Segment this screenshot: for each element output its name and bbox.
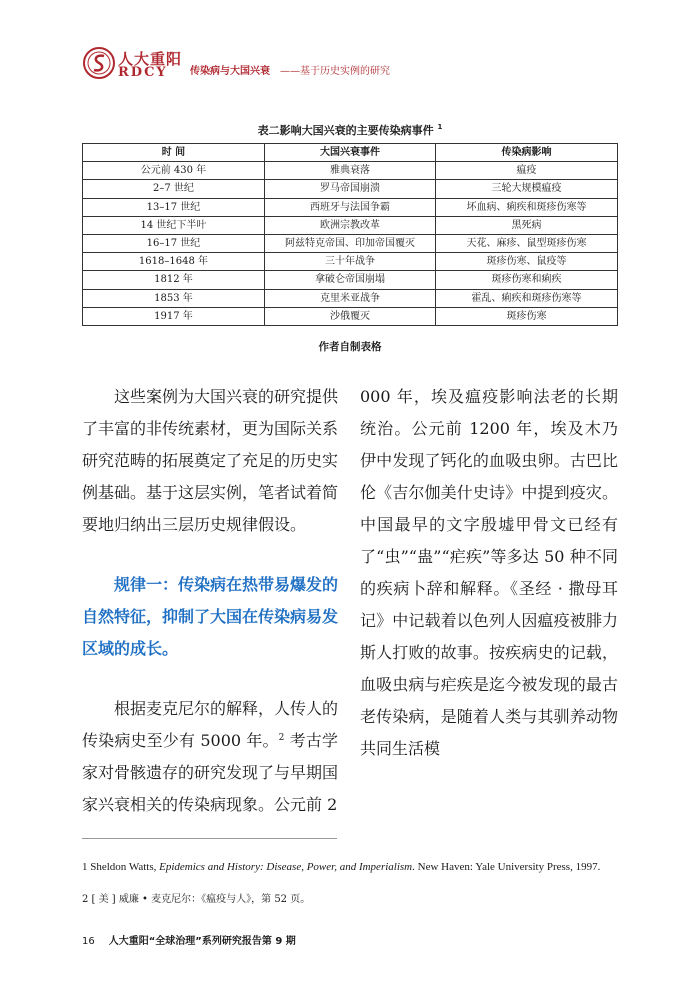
right-column bbox=[360, 381, 618, 765]
cell-time: 16–17 世纪 bbox=[83, 234, 265, 252]
cell-impact: 斑疹伤寒 bbox=[436, 307, 618, 325]
paragraph-text-continued: 考古学家对骨骸遗存的研究发现了与早期国家兴衰相关的传染病现象。公元前 2 bbox=[82, 731, 339, 814]
epidemic-events-table bbox=[82, 143, 618, 326]
rule-one-heading: 规律一：传染病在热带易爆发的自然特征，抑制了大国在传染病易发区域的成长。 bbox=[82, 575, 339, 658]
page-header bbox=[82, 46, 642, 86]
column-header-event: 大国兴衰事件 bbox=[264, 144, 435, 162]
column-header-time: 时 间 bbox=[83, 144, 265, 162]
footnote-1 bbox=[82, 860, 622, 874]
cell-impact: 瘟疫 bbox=[436, 162, 618, 180]
footnote-2: 2 [ 美 ] 威廉 • 麦克尼尔：《瘟疫与人》，第 52 页。 bbox=[82, 894, 311, 905]
logo-chinese-text: 人大重阳 bbox=[118, 50, 183, 68]
cell-time: 1618–1648 年 bbox=[83, 253, 265, 271]
cell-event: 欧洲宗教改革 bbox=[264, 216, 435, 234]
cell-impact: 黑死病 bbox=[436, 216, 618, 234]
table-row bbox=[83, 253, 618, 271]
page-number: 16 bbox=[82, 936, 95, 947]
cell-time: 2–7 世纪 bbox=[83, 180, 265, 198]
body-paragraph-continued: 000 年，埃及瘟疫影响法老的长期统治。公元前 1200 年，埃及木乃伊中发现了钙化的血吸虫卵。古巴比伦《吉尔伽美什史诗》中提到疫灾。中国最早的文字殷墟甲骨文已经有了“虫”“蛊”“疟疾”等多达 50 种不同的疾病卜辞和解释。《圣经 · 撒母耳记》中记载着以色列人因瘟疫被腓力斯人打败的故事。按疾病史的记载，血吸虫病与疟疾是迄今被发现的最古老传染病，是随着人类与其驯养动物共同生活模 bbox=[360, 387, 618, 758]
rdcy-logo-icon bbox=[82, 46, 116, 80]
table-row bbox=[83, 198, 618, 216]
table-row bbox=[83, 162, 618, 180]
cell-time: 1853 年 bbox=[83, 289, 265, 307]
table-source-note: 作者自制表格 bbox=[318, 341, 382, 353]
cell-impact: 坏血病、痢疾和斑疹伤寒等 bbox=[436, 198, 618, 216]
cell-impact: 天花、麻疹、鼠型斑疹伤寒 bbox=[436, 234, 618, 252]
cell-time: 14 世纪下半叶 bbox=[83, 216, 265, 234]
running-subtitle: ——基于历史实例的研究 bbox=[280, 66, 390, 77]
cell-event: 阿兹特克帝国、印加帝国覆灭 bbox=[264, 234, 435, 252]
body-paragraph bbox=[82, 693, 338, 821]
column-header-impact: 传染病影响 bbox=[436, 144, 618, 162]
footnote-divider bbox=[82, 838, 337, 839]
table-header-row bbox=[83, 144, 618, 162]
cell-event: 雅典衰落 bbox=[264, 162, 435, 180]
logo-english-text: RDCY bbox=[118, 65, 168, 80]
cell-impact: 斑疹伤寒、鼠疫等 bbox=[436, 253, 618, 271]
table-title-text: 表二影响大国兴衰的主要传染病事件 bbox=[257, 124, 434, 137]
footnote-ref-2[interactable]: 2 bbox=[278, 733, 285, 743]
cell-time: 13–17 世纪 bbox=[83, 198, 265, 216]
table-row bbox=[83, 271, 618, 289]
report-series: 人大重阳“全球治理”系列研究报告第 9 期 bbox=[108, 936, 296, 947]
table-row bbox=[83, 216, 618, 234]
running-title: 传染病与大国兴衰 bbox=[190, 66, 270, 77]
cell-time: 1917 年 bbox=[83, 307, 265, 325]
left-column bbox=[82, 381, 338, 821]
cell-impact: 霍乱、痢疾和斑疹伤寒等 bbox=[436, 289, 618, 307]
cell-time: 1812 年 bbox=[83, 271, 265, 289]
footnote-1-title: Epidemics and History: Disease, Power, and Imperialism bbox=[159, 861, 413, 873]
table-row bbox=[83, 180, 618, 198]
table-title bbox=[0, 122, 700, 138]
cell-event: 沙俄覆灭 bbox=[264, 307, 435, 325]
footnote-1-publisher: . New Haven: Yale University Press, 1997. bbox=[412, 861, 601, 873]
cell-event: 拿破仑帝国崩塌 bbox=[264, 271, 435, 289]
table-row bbox=[83, 289, 618, 307]
page-footer bbox=[82, 932, 296, 947]
intro-paragraph: 这些案例为大国兴衰的研究提供了丰富的非传统素材，更为国际关系研究范畴的拓展奠定了充足的历史实例基础。基于这层实例，笔者试着简要地归纳出三层历史规律假设。 bbox=[82, 387, 339, 534]
cell-impact: 三轮大规模瘟疫 bbox=[436, 180, 618, 198]
cell-impact: 斑疹伤寒和痢疾 bbox=[436, 271, 618, 289]
cell-event: 西班牙与法国争霸 bbox=[264, 198, 435, 216]
cell-event: 三十年战争 bbox=[264, 253, 435, 271]
paragraph-text-start: 根据麦克尼尔的解释，人传人的传染病史至少有 5000 年。 bbox=[82, 699, 339, 750]
table-row bbox=[83, 307, 618, 325]
cell-event: 罗马帝国崩溃 bbox=[264, 180, 435, 198]
table-footnote-ref[interactable]: 1 bbox=[437, 123, 443, 131]
footnote-1-author: 1 Sheldon Watts, bbox=[82, 861, 160, 873]
cell-event: 克里米亚战争 bbox=[264, 289, 435, 307]
cell-time: 公元前 430 年 bbox=[83, 162, 265, 180]
table-row bbox=[83, 234, 618, 252]
